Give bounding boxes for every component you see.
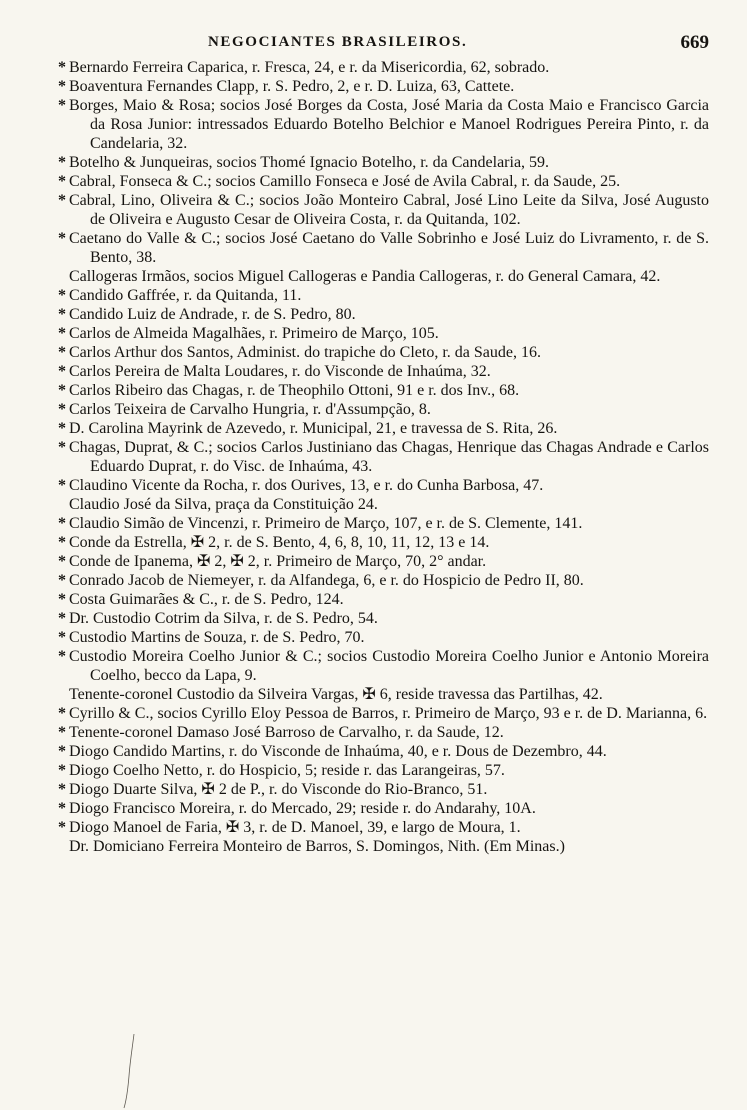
entry-marker: *: [58, 420, 66, 437]
entry-text: Cabral, Lino, Oliveira & C.; socios João Monteiro Cabral, José Lino Leite da Silva, José Augusto de Oliveira e Augusto Cesar de Oliveira Costa, r. da Quitanda, 102.: [69, 192, 709, 228]
entry-text: Candido Gaffrée, r. da Quitanda, 11.: [69, 287, 302, 304]
running-head: [58, 32, 709, 58]
entry-text: Dr. Domiciano Ferreira Monteiro de Barros, S. Domingos, Nith. (Em Minas.): [69, 838, 565, 855]
entry-text: Chagas, Duprat, & C.; socios Carlos Justiniano das Chagas, Henrique das Chagas Andrade e Carlos Eduardo Duprat, r. do Visc. de Inhaúma, 43.: [69, 439, 709, 475]
directory-entry: [58, 609, 709, 628]
entry-text: Custodio Martins de Souza, r. de S. Pedro, 70.: [69, 629, 365, 646]
entry-text: Claudio Simão de Vincenzi, r. Primeiro de Março, 107, e r. de S. Clemente, 141.: [69, 515, 583, 532]
entry-text: Carlos Ribeiro das Chagas, r. de Theophilo Ottoni, 91 e r. dos Inv., 68.: [69, 382, 520, 399]
directory-entry: [58, 742, 709, 761]
page-number: 669: [680, 32, 709, 53]
entry-text: Conde da Estrella, ✠ 2, r. de S. Bento, 4, 6, 8, 10, 11, 12, 13 e 14.: [69, 534, 490, 551]
directory-entry: [58, 571, 709, 590]
entry-text: Tenente-coronel Damaso José Barroso de Carvalho, r. da Saude, 12.: [69, 724, 504, 741]
entry-marker: *: [58, 724, 66, 741]
directory-entry: [58, 362, 709, 381]
entry-text: Boaventura Fernandes Clapp, r. S. Pedro, 2, e r. D. Luiza, 63, Cattete.: [69, 78, 515, 95]
ink-stroke-mark: [120, 1032, 138, 1110]
entry-marker: *: [58, 648, 66, 665]
entry-text: Diogo Duarte Silva, ✠ 2 de P., r. do Visconde do Rio-Branco, 51.: [69, 781, 488, 798]
directory-entry: [58, 324, 709, 343]
entry-marker: *: [58, 344, 66, 361]
entry-marker: *: [58, 762, 66, 779]
directory-entry: [58, 818, 709, 837]
directory-entry: [58, 799, 709, 818]
entry-text: Bernardo Ferreira Caparica, r. Fresca, 24, e r. da Misericordia, 62, sobrado.: [69, 59, 550, 76]
entry-text: Carlos Arthur dos Santos, Administ. do trapiche do Cleto, r. da Saude, 16.: [69, 344, 541, 361]
entry-marker: *: [58, 287, 66, 304]
directory-entry: [58, 704, 709, 723]
entry-text: Carlos Teixeira de Carvalho Hungria, r. d'Assumpção, 8.: [69, 401, 431, 418]
entry-text: Claudio José da Silva, praça da Constituição 24.: [69, 496, 378, 513]
entry-marker: *: [58, 78, 66, 95]
directory-entry: [58, 172, 709, 191]
entry-marker: *: [58, 325, 66, 342]
entry-marker: *: [58, 572, 66, 589]
entry-text: Dr. Custodio Cotrim da Silva, r. de S. Pedro, 54.: [69, 610, 378, 627]
directory-entry: [58, 628, 709, 647]
entry-marker: *: [58, 800, 66, 817]
directory-entry: [58, 191, 709, 229]
entry-marker: *: [58, 705, 66, 722]
entry-marker: *: [58, 401, 66, 418]
entry-text: Conde de Ipanema, ✠ 2, ✠ 2, r. Primeiro de Março, 70, 2° andar.: [69, 553, 487, 570]
entry-text: Caetano do Valle & C.; socios José Caetano do Valle Sobrinho e José Luiz do Livramento, r. de S. Bento, 38.: [69, 230, 709, 266]
entry-text: Carlos de Almeida Magalhães, r. Primeiro de Março, 105.: [69, 325, 439, 342]
entry-marker: *: [58, 230, 66, 247]
entry-text: Candido Luiz de Andrade, r. de S. Pedro, 80.: [69, 306, 356, 323]
entry-marker: *: [58, 439, 66, 456]
directory-entry: [58, 96, 709, 153]
header-title: NEGOCIANTES BRASILEIROS.: [208, 34, 468, 50]
entry-text: Diogo Manoel de Faria, ✠ 3, r. de D. Manoel, 39, e largo de Moura, 1.: [69, 819, 521, 836]
directory-entry: [58, 590, 709, 609]
entry-text: Claudino Vicente da Rocha, r. dos Ourives, 13, e r. do Cunha Barbosa, 47.: [69, 477, 544, 494]
entry-text: Diogo Francisco Moreira, r. do Mercado, 29; reside r. do Andarahy, 10A.: [69, 800, 536, 817]
directory-entry: [58, 476, 709, 495]
entry-marker: *: [58, 553, 66, 570]
entry-marker: *: [58, 363, 66, 380]
directory-entry: [58, 495, 709, 514]
directory-entry: [58, 723, 709, 742]
directory-entry: [58, 647, 709, 685]
entry-text: Diogo Candido Martins, r. do Visconde de Inhaúma, 40, e r. Dous de Dezembro, 44.: [69, 743, 607, 760]
directory-entry: [58, 552, 709, 571]
entry-marker: *: [58, 743, 66, 760]
directory-entry: [58, 153, 709, 172]
entry-marker: *: [58, 515, 66, 532]
entry-marker: *: [58, 173, 66, 190]
directory-entry: [58, 761, 709, 780]
directory-entry: [58, 419, 709, 438]
entry-text: Borges, Maio & Rosa; socios José Borges da Costa, José Maria da Costa Maio e Francisco Garcia da Rosa Junior: intressados Eduardo Botelho Belchior e Manoel Rodrigues Pereira Pinto, r. da Candelaria, 32.: [69, 97, 709, 152]
directory-entry: [58, 229, 709, 267]
entry-text: Cyrillo & C., socios Cyrillo Eloy Pessoa de Barros, r. Primeiro de Março, 93 e r. de D. Marianna, 6.: [69, 705, 708, 722]
entry-text: Conrado Jacob de Niemeyer, r. da Alfandega, 6, e r. do Hospicio de Pedro II, 80.: [69, 572, 584, 589]
entry-text: Botelho & Junqueiras, socios Thomé Ignacio Botelho, r. da Candelaria, 59.: [69, 154, 550, 171]
entry-marker: *: [58, 781, 66, 798]
entry-marker: *: [58, 534, 66, 551]
entry-marker: *: [58, 97, 66, 114]
directory-entry: [58, 286, 709, 305]
entry-marker: *: [58, 192, 66, 209]
directory-entry: [58, 400, 709, 419]
entry-marker: *: [58, 591, 66, 608]
directory-entry: [58, 343, 709, 362]
entry-marker: *: [58, 382, 66, 399]
entry-text: Callogeras Irmãos, socios Miguel Callogeras e Pandia Callogeras, r. do General Camara, 42.: [69, 268, 661, 285]
entry-marker: *: [58, 477, 66, 494]
directory-entry: [58, 837, 709, 856]
entry-marker: *: [58, 819, 66, 836]
entry-marker: *: [58, 629, 66, 646]
entry-text: Cabral, Fonseca & C.; socios Camillo Fonseca e José de Avila Cabral, r. da Saude, 25.: [69, 173, 621, 190]
directory-entry: [58, 514, 709, 533]
entry-text: Carlos Pereira de Malta Loudares, r. do Visconde de Inhaúma, 32.: [69, 363, 491, 380]
directory-entry: [58, 381, 709, 400]
entry-text: Tenente-coronel Custodio da Silveira Vargas, ✠ 6, reside travessa das Partilhas, 42.: [69, 686, 603, 703]
directory-entry: [58, 780, 709, 799]
entry-text: Custodio Moreira Coelho Junior & C.; socios Custodio Moreira Coelho Junior e Antonio Moreira Coelho, becco da Lapa, 9.: [69, 648, 709, 684]
entry-marker: *: [58, 59, 66, 76]
directory-entry: [58, 533, 709, 552]
directory-entry: [58, 685, 709, 704]
entry-text: Diogo Coelho Netto, r. do Hospicio, 5; reside r. das Larangeiras, 57.: [69, 762, 505, 779]
directory-entry: [58, 77, 709, 96]
directory-entry: [58, 438, 709, 476]
entry-text: D. Carolina Mayrink de Azevedo, r. Municipal, 21, e travessa de S. Rita, 26.: [69, 420, 558, 437]
directory-entry: [58, 58, 709, 77]
directory-entry: [58, 267, 709, 286]
entry-text: Costa Guimarães & C., r. de S. Pedro, 124.: [69, 591, 344, 608]
entry-marker: *: [58, 154, 66, 171]
directory-entry: [58, 305, 709, 324]
entry-marker: *: [58, 306, 66, 323]
entry-marker: *: [58, 610, 66, 627]
directory-entries: [58, 58, 709, 856]
